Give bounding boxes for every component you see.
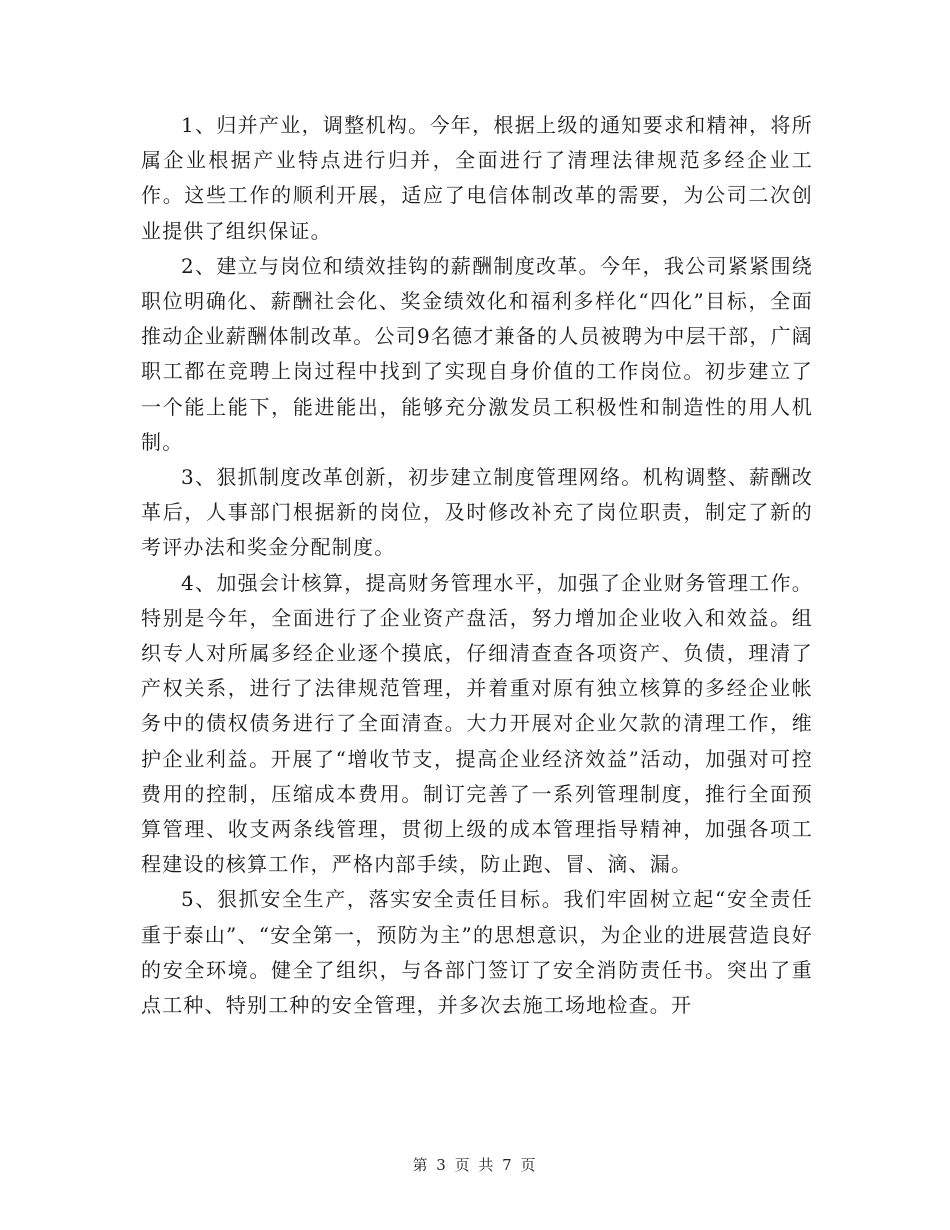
body-text [141, 108, 813, 1023]
paragraph-3: 3、狠抓制度改革创新，初步建立制度管理网络。机构调整、薪酬改革后，人事部门根据新的岗位，及时修改补充了岗位职责，制定了新的考评办法和奖金分配制度。 [141, 465, 813, 560]
page-number-footer: 第 3 页 共 7 页 [412, 1156, 538, 1174]
paragraph-1: 1、归并产业，调整机构。今年，根据上级的通知要求和精神，将所属企业根据产业特点进行归并，全面进行了清理法律规范多经企业工作。这些工作的顺利开展，适应了电信体制改革的需要，为公司二次创业提供了组织保证。 [141, 113, 813, 243]
paragraph-2: 2、建立与岗位和绩效挂钩的薪酬制度改革。今年，我公司紧紧围绕职位明确化、薪酬社会化、奖金绩效化和福利多样化“四化”目标，全面推动企业薪酬体制改革。公司9名德才兼备的人员被聘为中层干部，广阔职工都在竞聘上岗过程中找到了实现自身价值的工作岗位。初步建立了一个能上能下，能进能出，能够充分激发员工积极性和制造性的用人机制。 [141, 253, 813, 454]
paragraph-4: 4、加强会计核算，提高财务管理水平，加强了企业财务管理工作。特别是今年，全面进行了企业资产盘活，努力增加企业收入和效益。组织专人对所属多经企业逐个摸底，仔细清查查各项资产、负债，理清了产权关系，进行了法律规范管理，并着重对原有独立核算的多经企业帐务中的债权债务进行了全面清查。大力开展对企业欠款的清理工作，维护企业利益。开展了“增收节支，提高企业经济效益”活动，加强对可控费用的控制，压缩成本费用。制订完善了一系列管理制度，推行全面预算管理、收支两条线管理，贯彻上级的成本管理指导精神，加强各项工程建设的核算工作，严格内部手续，防止跑、冒、滴、漏。 [141, 570, 813, 877]
paragraph-5: 5、狠抓安全生产，落实安全责任目标。我们牢固树立起“安全责任重于泰山”、“安全第一，预防为主”的思想意识，为企业的进展营造良好的安全环境。健全了组织，与各部门签订了安全消防责任书。突出了重点工种、特别工种的安全管理，并多次去施工场地检查。开 [141, 887, 813, 1018]
